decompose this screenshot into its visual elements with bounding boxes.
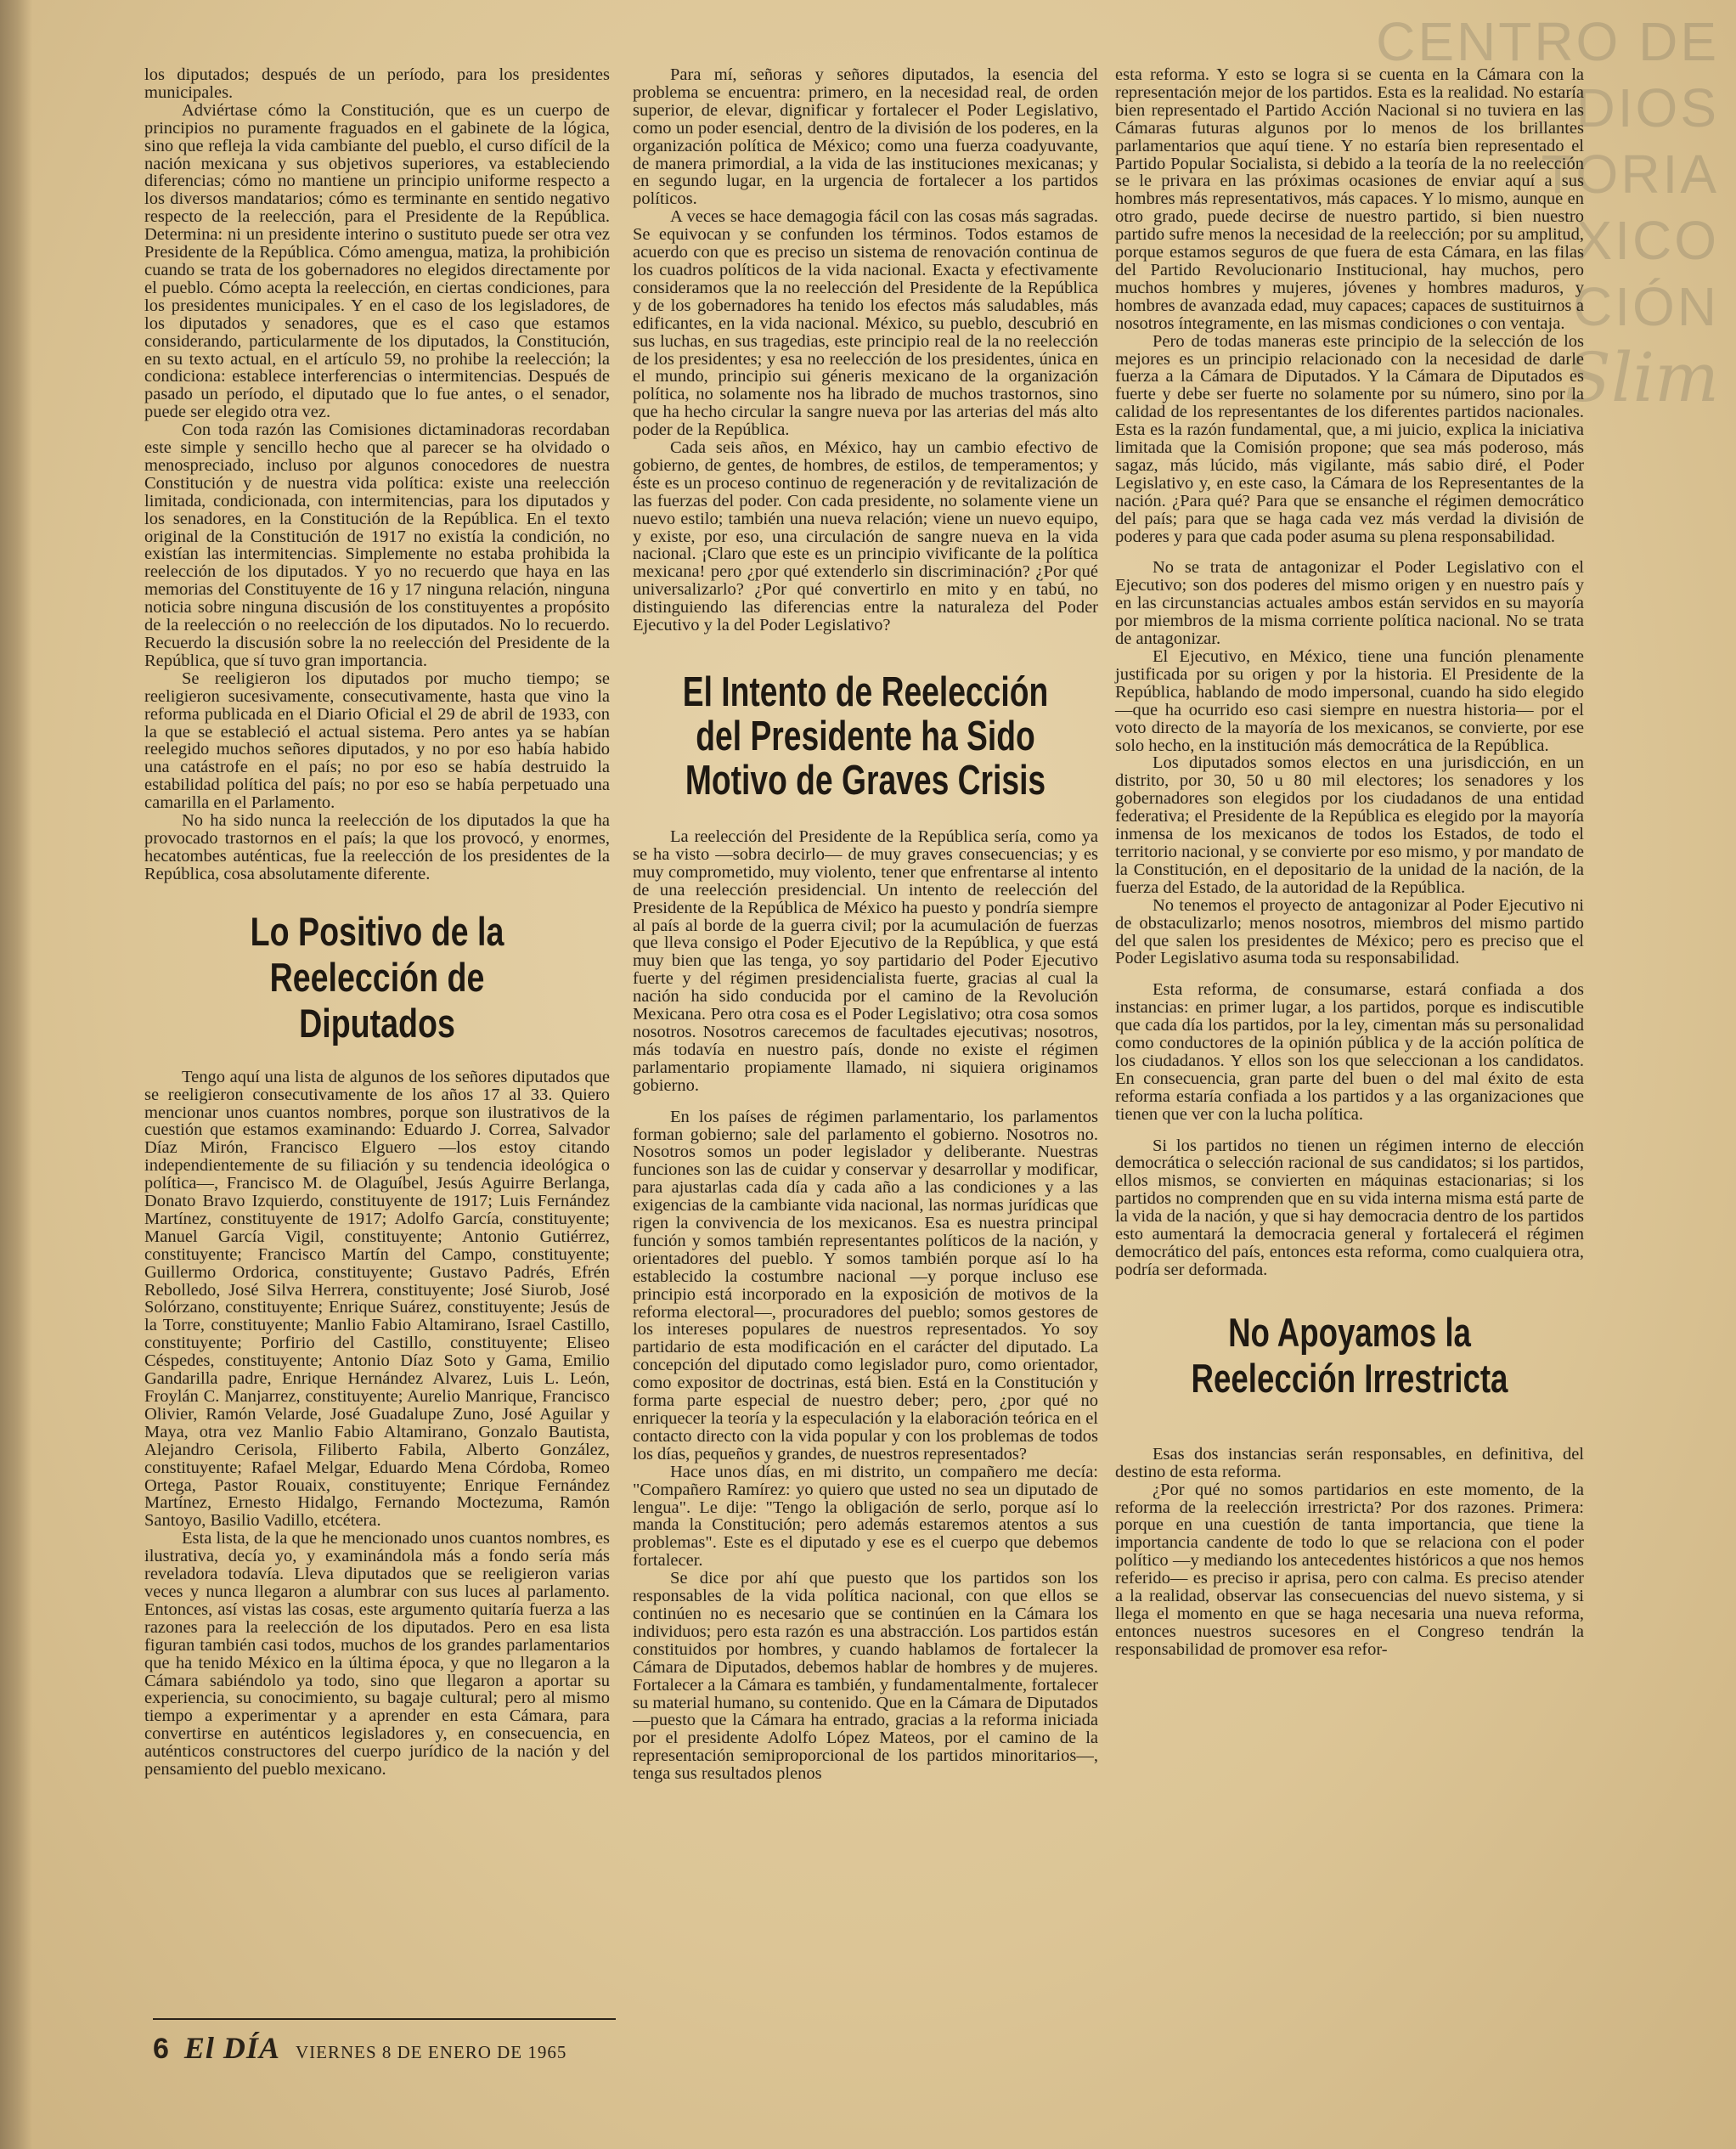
column-1	[144, 66, 610, 1779]
paragraph: Si los partidos no tienen un régimen interno de elección democrática o selección racional de sus candidatos; si los partidos, ellos mismos, se convierten en máquinas estacionarias; si los partidos no comprenden que en su vida interna misma está parte de la vida de la nación, y que si hay democracia dentro de los partidos esto aumentará la democracia general y fortalecerá el régimen democrático del país, entonces esta reforma, como cualquiera otra, podría ser deformada.	[1115, 1136, 1584, 1279]
headline-intento-reeleccion: El Intento de Reelección del Presidente ha Sido Motivo de Graves Crisis	[682, 669, 1049, 804]
paragraph: Pero de todas maneras este principio de la selección de los mejores es un principio relacionado con la necesidad de darle fuerza a la Cámara de Diputados. Y la Cámara de Diputados es fuerte y debe ser fuerte no solamente por su número, sino por la calidad de los representantes de los diferentes partidos nacionales. Esta es la razón fundamental, que, a mi juicio, explica la iniciativa limitada que la Comisión propone; que sea más poderoso, más sagaz, más lúcido, más vigilante, más sabio diré, el Poder Legislativo y, en este caso, la Cámara de los Representantes de la nación. ¿Para qué? Para que se ensanche el régimen democrático del país; para que se haga cada vez más verdad la división de poderes y para que cada poder asuma su plena responsabilidad.	[1115, 331, 1584, 546]
paragraph: los diputados; después de un período, para los presidentes municipales.	[144, 65, 610, 102]
paragraph: Los diputados somos electos en una jurisdicción, en un distrito, por 30, 50 u 80 mil electores; los senadores y los gobernadores son elegidos por los ciudadanos de una entidad federativa; el Presidente de la República es elegido por la mayoría inmensa de los mexicanos de todos los Estados, de todo el territorio nacional, y se convierte por eso mismo, y por mandato de la Constitución, en el depositario de la unidad de la nación, de la fuerza del Estado, de la autoridad de la República.	[1115, 753, 1584, 897]
paragraph: Esta reforma, de consumarse, estará confiada a dos instancias: en primer lugar, a los partidos, porque es indiscutible que cada día los partidos, por la ley, cimentan más su personalidad como conductores de la opinión pública y de la acción política de los ciudadanos. Y ellos son los que seleccionan a los candidatos. En consecuencia, gran parte del buen o del mal éxito de esta reforma estaría confiada a los partidos y a las organizaciones que tienen que ver con la lucha política.	[1115, 980, 1584, 1124]
paragraph: No tenemos el proyecto de antagonizar al Poder Ejecutivo ni de obstaculizarlo; menos nosotros, miembros del mismo partido del que salen los presidentes de México; pero es preciso que el Poder Legislativo asuma toda su responsabilidad.	[1115, 895, 1584, 968]
paragraph: Se reeligieron los diputados por mucho tiempo; se reeligieron sucesivamente, consecutivamente, hasta que vino la reforma publicada en el Diario Oficial el 29 de abril de 1933, con la que se estableció el actual sistema. Pero antes ya se habían reelegido muchos señores diputados, y no por eso había habido una catástrofe en el país; no por eso se había destruido la estabilidad política del país; no por eso se había perpetuado una camarilla en el Parlamento.	[144, 668, 610, 813]
paragraph: No se trata de antagonizar el Poder Legislativo con el Ejecutivo; son dos poderes del mismo origen y en nuestro país y en las circunstancias actuales ambos están servidos en su mayoría por miembros de la misma corriente política nacional. No se trata de antagonizar.	[1115, 558, 1584, 649]
paragraph: ¿Por qué no somos partidarios en este momento, de la reforma de la reelección irrestricta? Por dos razones. Primera: porque en una cuestión de tanta importancia, que tiene la importancia candente de todo lo que se relaciona con el poder político —y mediando los antecedentes históricos a que nos hemos referido— es preciso ir aprisa, pero con calma. Es preciso atender a la realidad, observar las consecuencias del nuevo sistema, y si llega el momento en que se haga necesaria una nueva reforma, entonces nuestros sucesores en el Congreso tendrán la responsabilidad de promover esa refor-	[1115, 1480, 1584, 1659]
paragraph: Esas dos instancias serán responsables, en definitiva, del destino de esta reforma.	[1115, 1444, 1584, 1481]
archive-watermark: CENTRO DE DIOS TORIA XICO CIÓN Slim	[1376, 11, 1719, 417]
paragraph: Se dice por ahí que puesto que los partidos son los responsables de la vida política nacional, con que ellos se continúen no es necesario que se continúen en la Cámara los individuos; pero esta razón es una abstracción. Los partidos están constituidos por hombres, y cuando hablamos de fortalecer la Cámara de Diputados, debemos hablar de hombres y de mujeres. Fortalecer a la Cámara es también, y fundamentalmente, fortalecer su material humano, su contenido. Que en la Cámara de Diputados —puesto que la Cámara ha entrado, gracias a la reforma iniciada por el presidente Adolfo López Mateos, por el camino de la representación semiproporcional de los partidos minoritarios—, tenga sus resultados plenos	[633, 1569, 1098, 1784]
paragraph: La reelección del Presidente de la República sería, como ya se ha visto —sobra decirlo— de muy graves consecuencias; y es muy comprometido, muy violento, tener que enfrentarse al intento de una reelección presidencial. Un intento de reelección del Presidente de la República de México ha puesto y pondría siempre al país al borde de la guerra civil; por la acumulación de fuerzas que lleva consigo el Poder Ejecutivo de la República, y que está muy bien que las tenga, yo soy partidario del Poder Ejecutivo fuerte y del régimen presidencialista fuerte, gracias al cual la nación ha sido conducida por el camino de la Revolución Mexicana. Pero otra cosa es el Poder Legislativo; otra cosa somos nosotros. Nosotros carecemos de facultades ejecutivas; nosotros, más todavía en nuestro país, donde no existe el régimen parlamentario propiamente llamado, ni siquiera originamos gobierno.	[633, 827, 1098, 1095]
issue-date: VIERNES 8 DE ENERO DE 1965	[295, 2042, 567, 2062]
paragraph: Para mí, señoras y señores diputados, la esencia del problema se encuentra: primero, en la necesidad real, de orden superior, de elevar, dignificar y fortalecer el Poder Legislativo, como un poder esencial, dentro de la división de los poderes, en la organización política de México; como una fuerza coadyuvante, de manera primordial, a la vida de las instituciones mexicanas; y en segundo lugar, en la urgencia de fortalecer a los partidos políticos.	[633, 65, 1098, 209]
masthead-logo: El DÍA	[183, 2031, 280, 2065]
headline-no-apoyamos: No Apoyamos la Reelección Irrestricta	[1191, 1309, 1508, 1401]
paragraph: Tengo aquí una lista de algunos de los señores diputados que se reeligieron consecutivamente de los años 17 al 33. Quiero mencionar unos cuantos nombres, porque son ilustrativos de la cuestión que estamos examinando: Eduardo J. Correa, Salvador Díaz Mirón, Francisco Elguero —los estoy citando independientemente de su filiación y su tendencia ideológica o política—, Francisco M. de Olaguíbel, Jesús Aguirre Berlanga, Donato Bravo Izquierdo, constituyente de 1917; Luis Fernández Martínez, constituyente de 1917; Adolfo García, constituyente; Manuel García Vigil, constituyente; Antonio Gutiérrez, constituyente; Francisco Martín del Campo, constituyente; Guillermo Ordorica, constituyente; Gustavo Padrés, Efrén Rebolledo, José Silva Herrera, constituyente; José Siurob, José Solórzano, constituyente; Enrique Suárez, constituyente; Jesús de la Torre, constituyente; Manlio Fabio Altamirano, Israel Castillo, constituyente; Porfirio del Castillo, constituyente; Eliseo Céspedes, constituyente; Antonio Díaz Soto y Gama, Emilio Gandarilla padre, Enrique Hernández Alvarez, Luis L. León, Froylán C. Manjarrez, constituyente; Aurelio Manrique, Francisco Olivier, Ramón Velarde, José Guadalupe Zuno, José Aguilar y Maya, otra vez Manlio Fabio Altamirano, Gonzalo Bautista, Alejandro Cerisola, Filiberto Fabila, Alberto González, constituyente; Rafael Melgar, Eduardo Mena Córdoba, Romeo Ortega, Pastor Rouaix, constituyente; Enrique Fernández Martínez, Ernesto Hidalgo, Fernando Moctezuma, Ramón Santoyo, Basilio Vadillo, etcétera.	[144, 1067, 610, 1531]
paragraph: esta reforma. Y esto se logra si se cuenta en la Cámara con la representación mejor de los partidos. Esta es la realidad. No estaría bien representado el Partido Acción Nacional si no tuviera en las Cámaras futuras algunos por lo menos de los brillantes parlamentarios que aquí tiene. Y no estaría bien representado el Partido Popular Socialista, si debido a la teoría de la no reelección se le privara en las próximas ocasiones de enviar aquí a sus hombres más representativos, más capaces. Y lo mismo, aunque en otro grado, puede decirse de nuestro partido, si bien nuestro partido sufre menos la necesidad de la reelección; por su amplitud, porque estamos seguros de que fuera de esta Cámara, en las filas del Partido Revolucionario Institucional, hay muchos, pero muchos hombres y mujeres, jóvenes y hombres maduros, y hombres de avanzada edad, muy capaces; capaces de sustituirnos a nosotros íntegramente, en las mismas condiciones o con ventaja.	[1115, 65, 1584, 333]
paragraph: Adviértase cómo la Constitución, que es un cuerpo de principios no puramente fraguados en el gabinete de la lógica, sino que refleja la vida cambiante del pueblo, el curso difícil de la nación mexicana y sus objetivos superiores, va estableciendo diferencias; cómo no mantiene un principio uniforme respecto a los diversos mandatarios; cómo es terminante en sentido negativo respecto de la reelección, para el Presidente de la República. Determina: ni un presidente interino o sustituto puede ser otra vez Presidente de la República. Cómo amengua, matiza, la prohibición cuando se trata de los gobernadores no elegidos directamente por el pueblo. Cómo acepta la reelección, en ciertas condiciones, para los presidentes municipales. Y en el caso de los legisladores, de los diputados y senadores, que es el caso que estamos considerando, particularmente de los diputados, la Constitución, en su texto actual, en el artículo 59, no prohibe la reelección; la condiciona: establece interferencias o intermitencias. Después de pasado un período, el diputado que lo fue antes, o el senador, puede ser elegido otra vez.	[144, 100, 610, 422]
paragraph: Esta lista, de la que he mencionado unos cuantos nombres, es ilustrativa, decía yo, y examinándola más a fondo sería más reveladora todavía. Lleva diputados que se reeligieron varias veces y nunca llegaron a alumbrar con sus luces al parlamento. Entonces, así vistas las cosas, este argumento quitaría fuerza a las razones para la reelección de los diputados. Pero en esa lista figuran también casi todos, muchos de los grandes parlamentarios que ha tenido México en la última época, y que no llegaron a la Cámara sabiéndolo ya todo, sino que llegaron a aportar su experiencia, su conocimiento, su bagaje cultural; pero al mismo tiempo a experimentar y a aprender en esta Cámara, para convertirse en auténticos legisladores y, en consecuencia, en auténticos constructores del cuerpo jurídico de la nación y del pensamiento del pueblo mexicano.	[144, 1529, 610, 1780]
paragraph: Con toda razón las Comisiones dictaminadoras recordaban este simple y sencillo hecho que al parecer se ha olvidado o menospreciado, incluso por algunos conocedores de nuestra Constitución y de nuestra vida política: existe una reelección limitada, condicionada, con intermitencias, para los diputados y los senadores, en la Constitución de la República. En el texto original de la Constitución de 1917 no existía la condición, no existían las intermitencias. Simplemente no estaba prohibida la reelección de los diputados. Y yo no recuerdo que haya en las memorias del Constituyente de 16 y 17 ninguna relación, ninguna noticia sobre ninguna discusión de los constituyentes a propósito de la reelección o no reelección de los diputados. No lo recuerdo. Recuerdo la discusión sobre la no reelección del Presidente de la República, que sí tuvo gran importancia.	[144, 420, 610, 670]
headline-lo-positivo: Lo Positivo de la Reelección de Diputados	[250, 908, 504, 1046]
column-3	[1115, 66, 1584, 1659]
paragraph: Hace unos días, en mi distrito, un compañero me decía: "Compañero Ramírez: yo quiero que usted no sea un diputado de lengua". Le dije: "Tengo la obligación de serlo, porque así lo manda la Constitución; pero además estaremos atentos a sus problemas". Este es el diputado y ese es el cuerpo que debemos fortalecer.	[633, 1462, 1098, 1571]
page-number: 6	[153, 2033, 169, 2065]
page-edge	[0, 0, 32, 2149]
paragraph: No ha sido nunca la reelección de los diputados la que ha provocado trastornos en el país; la que los provocó, y enormes, hecatombes auténticas, fue la reelección de los presidentes de la República, cosa absolutamente diferente.	[144, 811, 610, 883]
paragraph: A veces se hace demagogia fácil con las cosas más sagradas. Se equivocan y se confunden los términos. Todos estamos de acuerdo con que es preciso un sistema de renovación continua de los cuadros políticos de la vida nacional. Exacta y efectivamente consideramos que la no reelección del Presidente de la República y de los gobernadores ha tenido los efectos más saludables, más edificantes, en la vida nacional. México, su pueblo, descubrió en sus luchas, en sus tragedias, este principio real de la no reelección de los presidentes; y esa no reelección de los presidentes, única en el mundo, principio sui géneris mexicano de la organización política, no solamente nos ha librado de muchos trastornos, sino que ha hecho circular la sangre nueva por las arterias del más alto poder de la República.	[633, 207, 1098, 440]
paragraph: Cada seis años, en México, hay un cambio efectivo de gobierno, de gentes, de hombres, de estilos, de temperamentos; y éste es un proceso continuo de regeneración y de revitalización de las fuerzas del poder. Con cada presidente, no solamente viene un nuevo estilo; también una nueva relación; viene un nuevo equipo, y existe, por eso, una circulación de sangre nueva en la vida nacional. ¡Claro que este es un principio vivificante de la política mexicana! pero ¿por qué extenderlo sin discriminación? ¿Por qué universalizarlo? ¿Por qué convertirlo en mito y en tabú, no distinguiendo las diferencias entre la naturaleza del Poder Ejecutivo y la del Poder Legislativo?	[633, 438, 1098, 635]
paragraph: En los países de régimen parlamentario, los parlamentos forman gobierno; sale del parlamento el gobierno. Nosotros no. Nosotros somos un poder legislador y deliberante. Nuestras funciones son las de cuidar y conservar y desarrollar y modificar, para ajustarlas cada día y cada año a las condiciones y a las exigencias de la cambiante vida nacional, las normas jurídicas que rigen la convivencia de los mexicanos. Esa es nuestra principal función y somos también representantes políticos de la nación, y orientadores del pueblo. Y somos también porque así lo ha establecido la costumbre nacional —y porque incluso ese principio está incorporado en la exposición de motivos de la reforma electoral—, procuradores del pueblo; somos gestores de los intereses populares de nuestros representados. Yo soy partidario de esta modificación en el carácter del diputado. La concepción del diputado como legislador puro, como orientador, como expositor de doctrinas, está bien. Está en la Constitución y forma parte especial de nuestro deber; pero, ¿por qué no enriquecer la teoría y la especulación y la elaboración teórica en el contacto directo con la vida popular y con los problemas de todos los días, pequeños y grandes, de nuestros representados?	[633, 1107, 1098, 1464]
column-2	[633, 66, 1098, 1783]
paragraph: El Ejecutivo, en México, tiene una función plenamente justificada por su origen y por la historia. El Presidente de la República, hablando de modo impersonal, cuando ha sido elegido —que ha ocurrido eso casi siempre en nuestra historia— por el voto directo de la mayoría de los mexicanos, se convierte, por ese solo hecho, en la institución más democrática de la República.	[1115, 647, 1584, 755]
page-footer	[153, 2018, 616, 2066]
